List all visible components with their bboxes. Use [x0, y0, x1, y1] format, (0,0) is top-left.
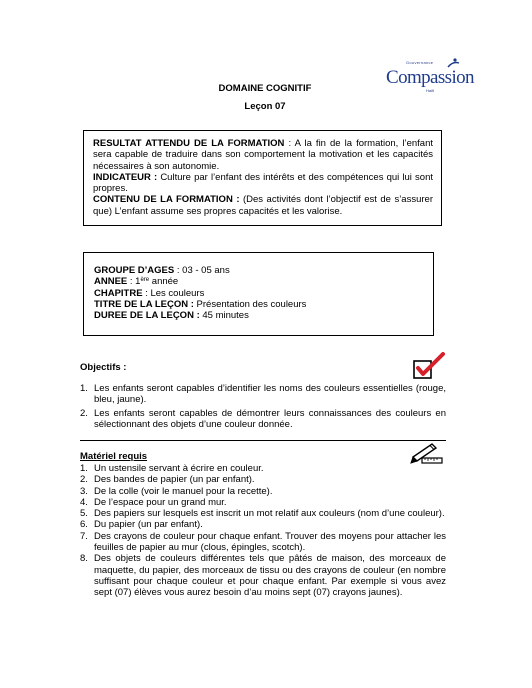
groupe-line [94, 265, 425, 276]
list-item [80, 508, 446, 519]
annee-value-post: année [149, 276, 179, 288]
objectifs-list [80, 383, 446, 432]
list-item-number: 5. [80, 508, 88, 520]
groupe-value: : 03 - 05 ans [174, 265, 230, 276]
list-item-number: 4. [80, 496, 88, 508]
list-item-text: Des crayons de couleur pour chaque enfant. Trouver des moyens pour attacher les feuilles de papier au mur (clous, épingles, scotch). [94, 530, 446, 554]
list-item-number: 7. [80, 530, 88, 542]
list-item-number: 2. [80, 474, 88, 486]
indicateur-paragraph [93, 172, 433, 195]
materiel-title: Matériel requis [80, 451, 148, 462]
chapitre-value: : Les couleurs [142, 287, 205, 299]
list-item-number: 1. [80, 463, 88, 474]
domain-title: DOMAINE COGNITIF [218, 83, 312, 94]
duree-line [94, 310, 425, 321]
materiel-list [80, 463, 446, 599]
duree-label: DUREE DE LA LEÇON : [94, 310, 200, 322]
list-item-number: 8. [80, 553, 88, 565]
annee-value-pre: : 1 [127, 276, 141, 288]
chapitre-line [94, 288, 425, 299]
resultat-text: : A la fin de la formation, l’enfant sera capable de traduire dans son comportement la motivation et les capacités nécessaires à son autonomie. [93, 138, 433, 172]
contenu-label: CONTENU DE LA FORMATION : [93, 194, 240, 206]
logo-tagline: Haïti [426, 88, 435, 93]
list-item-text: De la colle (voir le manuel pour la recette). [94, 485, 273, 497]
list-item-text: Les enfants seront capables d’identifier les noms des couleurs essentielles (rouge, bleu, jaune). [94, 383, 446, 406]
list-item [80, 497, 446, 508]
list-item-number: 1. [80, 383, 88, 394]
duree-value: 45 minutes [199, 310, 249, 322]
titre-label: TITRE DE LA LEÇON : [94, 298, 194, 310]
groupe-label: GROUPE D’AGES [94, 265, 175, 276]
section-divider [80, 440, 446, 441]
list-item [80, 519, 446, 530]
resultat-label: RESULTAT ATTENDU DE LA FORMATION [93, 138, 285, 149]
pencil-ruler-icon [410, 441, 444, 465]
list-item [80, 463, 446, 474]
list-item-number: 2. [80, 407, 88, 419]
list-item-text: De l’espace pour un grand mur. [94, 496, 227, 508]
list-item-text: Des papiers sur lesquels est inscrit un mot relatif aux couleurs (nom d’une couleur). [94, 508, 445, 520]
list-item-number: 3. [80, 485, 88, 497]
list-item [80, 486, 446, 497]
compassion-logo [384, 58, 474, 98]
annee-sup: ère [140, 277, 150, 284]
list-item-text: Des bandes de papier (un par enfant). [94, 474, 255, 486]
list-item [80, 408, 446, 431]
list-item [80, 553, 446, 598]
indicateur-text: Culture par l’enfant des intérêts et des compétences qui lui sont propres. [93, 171, 434, 195]
titre-line [94, 299, 425, 310]
resultat-paragraph [93, 138, 433, 172]
contenu-text: (Des activités dont l’objectif est de s’assurer que) L’enfant assume ses propres capacités et les valorise. [93, 194, 433, 217]
checkbox-check-icon [412, 352, 446, 380]
formation-box [83, 130, 442, 226]
list-item-number: 6. [80, 519, 88, 531]
indicateur-label: INDICATEUR : [93, 171, 158, 183]
list-item [80, 383, 446, 406]
list-item [80, 531, 446, 554]
list-item [80, 474, 446, 485]
annee-label: ANNEE [94, 276, 128, 288]
lesson-title: Leçon 07 [244, 101, 286, 112]
annee-line [94, 276, 425, 287]
lesson-info-box [83, 252, 434, 336]
titre-value: Présentation des couleurs [193, 298, 307, 310]
logo-main-text: Compassion [386, 67, 474, 88]
list-item-text: Du papier (un par enfant). [94, 519, 203, 531]
list-item-text: Un ustensile servant à écrire en couleur. [94, 463, 264, 474]
chapitre-label: CHAPITRE [94, 287, 143, 299]
list-item-text: Des objets de couleurs différentes tels que pâtés de maison, des morceaux de maquette, du papier, des morceaux de tissu ou des crayons de couleur (en nombre suffisant pour chaque couleur et pour chaque enfant. Par exemple si vous avez sept (07) élèves vous aurez besoin d’au moins sept (07) crayons jaunes). [94, 553, 446, 599]
logo-small-text: Gouvernance [406, 60, 434, 65]
contenu-paragraph [93, 194, 433, 217]
list-item-text: Les enfants seront capables de démontrer leurs connaissances des couleurs en sélectionnant des objets d’une couleur donnée. [94, 407, 446, 430]
objectifs-title: Objectifs : [80, 362, 127, 373]
